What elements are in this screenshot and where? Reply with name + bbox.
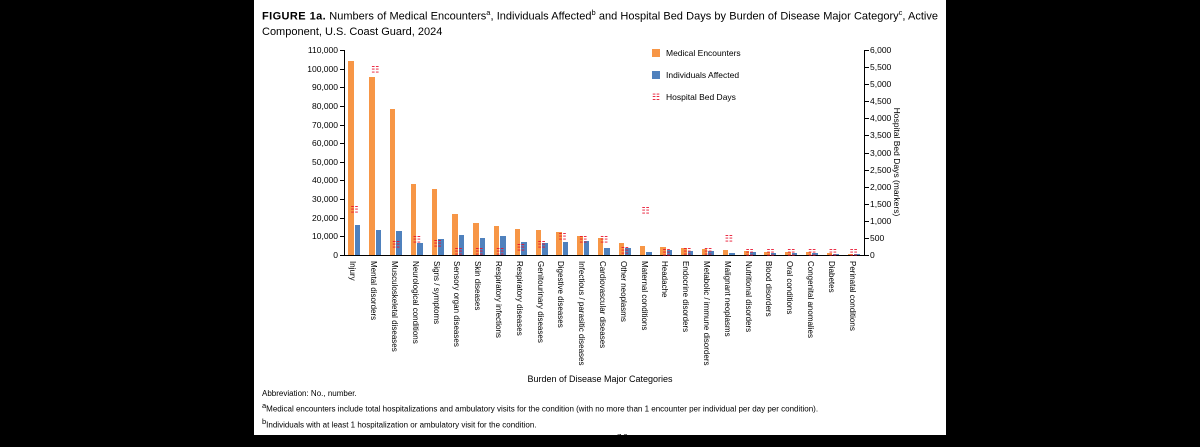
chart-category-group [594, 50, 615, 349]
y-tick-right [865, 238, 869, 239]
marker-hospital-bed-days: ☷ [828, 248, 837, 259]
figure-title-part4: , Active Component, U.S. Coast Guard, 2024 [262, 10, 938, 38]
x-tick-label: Headache [660, 261, 670, 298]
legend-item-individuals-affected [652, 70, 741, 80]
legend-item-medical-encounters [652, 48, 741, 58]
note-b: $^b$Individuals with at least 1 hospitalization or ambulatory visit for the condition. [262, 416, 537, 430]
x-tick-label: Signs / symptoms [431, 261, 441, 325]
x-tick-label: Malignant neoplasms [722, 261, 732, 337]
note-b-text: Individuals with at least 1 hospitalization or ambulatory visit for the condition. [266, 420, 537, 430]
bar-individuals-affected [563, 242, 569, 255]
marker-hospital-bed-days: ☷ [766, 248, 775, 259]
x-tick-label: Maternal conditions [639, 261, 649, 331]
x-tick-label: Other neoplasms [618, 261, 628, 322]
note-c: $^c$Burden of disease major categories modified from those defined in Global Burden of Disease Study$^{7,8}$ [262, 432, 628, 445]
x-tick-label: Genitourinary diseases [535, 261, 545, 343]
footnote-marker-a: a [486, 8, 491, 17]
y-tick-right [865, 84, 869, 85]
chart-category-group [386, 50, 407, 352]
marker-hospital-bed-days: ☷ [807, 248, 817, 259]
chart-category-group [490, 50, 511, 338]
x-tick-label: Blood disorders [764, 261, 774, 317]
y-tick-right [865, 118, 869, 119]
y-tick-label-right: 4,500 [870, 96, 892, 107]
bar-medical-encounters [390, 109, 396, 255]
y-tick-label-left: 110,000 [307, 45, 338, 55]
marker-hospital-bed-days: ☷ [475, 247, 484, 258]
y-tick-label-right: 500 [870, 232, 885, 243]
marker-hospital-bed-days: ☷ [537, 240, 546, 251]
chart-category-group [552, 50, 573, 328]
y-tick-label-left: 0 [333, 250, 338, 260]
y-tick-label-right: 0 [870, 250, 875, 260]
note-a-text: Medical encounters include total hospitalizations and ambulatory visits for the condition (with no more than 1 encounter per individual per day per condition). [266, 404, 819, 414]
x-tick-label: Congenital anomalies [805, 261, 815, 338]
y-tick-right [865, 50, 869, 51]
legend-item-hospital-bed-days [652, 92, 741, 102]
chart-category-group [781, 50, 802, 315]
chart-category-group [510, 50, 531, 336]
y-tick-right [865, 135, 869, 136]
y-tick-label-left: 30,000 [312, 194, 338, 205]
y-tick-label-right: 6,000 [870, 45, 892, 55]
x-tick-label: Respiratory infections [493, 261, 503, 338]
bar-medical-encounters [640, 246, 646, 255]
legend-swatch-individuals-affected [652, 71, 660, 79]
y-tick-right [865, 170, 869, 171]
y-tick-label-right: 1,000 [870, 215, 892, 226]
y-tick-label-left: 20,000 [312, 212, 338, 223]
x-tick-label: Sensory organ diseases [452, 261, 462, 347]
x-tick-label: Musculoskeletal diseases [389, 261, 399, 352]
footnote-marker-b: b [591, 8, 596, 17]
chart-legend [652, 48, 741, 114]
y-axis-right-title: Hospital Bed Days (markers) [892, 107, 902, 217]
chart-category-group [406, 50, 427, 344]
bar-individuals-affected [376, 230, 382, 255]
figure-notes [262, 388, 938, 447]
marker-hospital-bed-days: ☷ [516, 243, 525, 254]
x-tick-label: Mental disorders [369, 261, 379, 321]
x-tick-label: Perinatal conditions [847, 261, 857, 331]
legend-label-medical-encounters: Medical Encounters [666, 48, 741, 58]
x-tick-label: Cardiovascular diseases [597, 261, 607, 349]
y-tick-label-right: 2,000 [870, 181, 892, 192]
marker-hospital-bed-days: ☷ [433, 239, 442, 250]
y-tick-label-right: 5,000 [870, 79, 892, 90]
x-tick-label: Digestive diseases [556, 261, 566, 328]
y-tick-right [865, 153, 869, 154]
note-c-sup: 7,8 [617, 432, 628, 442]
marker-hospital-bed-days: ☷ [787, 248, 796, 259]
y-axis-left-title: Medical Encounters, Individuals Affected (columns) [182, 56, 192, 250]
y-tick-label-left: 50,000 [312, 156, 338, 167]
x-tick-label: Skin diseases [473, 261, 483, 311]
x-tick-label: Neurological conditions [410, 261, 420, 344]
chart-category-group [531, 50, 552, 343]
y-tick-label-left: 40,000 [312, 175, 338, 186]
chart-category-group [365, 50, 386, 321]
marker-hospital-bed-days: ☷ [371, 65, 380, 75]
bar-individuals-affected [646, 252, 652, 255]
marker-hospital-bed-days: ☷ [662, 248, 671, 259]
x-tick-label: Diabetes [826, 261, 836, 293]
x-tick-label: Respiratory diseases [514, 261, 524, 336]
x-tick-label: Injury [348, 261, 358, 281]
bar-individuals-affected [355, 225, 361, 255]
figure-sheet [182, 0, 946, 445]
marker-hospital-bed-days: ☷ [454, 247, 463, 258]
bar-medical-encounters [369, 77, 375, 255]
figure-title [262, 5, 938, 40]
x-tick-label: Nutritional disorders [743, 261, 753, 333]
y-tick-right [865, 255, 869, 256]
bar-medical-encounters [723, 250, 729, 255]
y-tick-label-left: 80,000 [312, 100, 338, 111]
marker-hospital-bed-days: ☷ [558, 232, 567, 243]
figure-title-part1: Numbers of Medical Encounters [329, 10, 487, 23]
y-tick-right [865, 67, 869, 68]
legend-label-individuals-affected: Individuals Affected [666, 70, 740, 80]
figure-title-part3: and Hospital Bed Days by Burden of Disease Major Category [595, 10, 899, 23]
marker-hospital-bed-days: ☷ [495, 247, 505, 258]
bar-medical-encounters [348, 61, 354, 255]
y-tick-right [865, 101, 869, 102]
x-tick-label: Endocrine disorders [681, 261, 691, 333]
y-tick-right [865, 187, 869, 188]
y-tick-label-left: 10,000 [312, 231, 338, 242]
y-tick-label-right: 1,500 [870, 198, 892, 209]
marker-hospital-bed-days: ☷ [641, 206, 650, 217]
y-tick-label-left: 90,000 [312, 82, 338, 93]
legend-marker-hospital-bed-days: ☷ [652, 92, 661, 102]
x-tick-label: Oral conditions [785, 261, 795, 315]
bar-individuals-affected [604, 248, 610, 255]
marker-hospital-bed-days: ☷ [703, 247, 713, 258]
chart-plot-area [307, 45, 892, 366]
y-tick-right [865, 221, 869, 222]
y-tick-label-right: 3,500 [870, 130, 892, 141]
y-tick-label-left: 100,000 [307, 63, 338, 74]
x-tick-label: Metabolic / immune disorders [701, 261, 711, 366]
marker-hospital-bed-days: ☷ [412, 235, 421, 246]
chart-category-group [760, 50, 781, 317]
y-tick-label-right: 5,500 [870, 62, 892, 73]
chart-category-group [802, 50, 823, 338]
marker-hospital-bed-days: ☷ [350, 205, 359, 216]
y-tick-left [340, 255, 344, 256]
chart-category-group [573, 50, 594, 366]
y-tick-label-left: 60,000 [312, 138, 338, 149]
legend-label-hospital-bed-days: Hospital Bed Days [666, 92, 736, 102]
marker-hospital-bed-days: ☷ [579, 235, 588, 246]
marker-hospital-bed-days: ☷ [745, 248, 754, 259]
chart-category-group [344, 50, 365, 281]
y-tick-label-right: 2,500 [870, 164, 892, 175]
marker-hospital-bed-days: ☷ [599, 235, 609, 246]
figure-title-part2: , Individuals Affected [490, 10, 592, 23]
chart-category-group [427, 50, 448, 325]
y-tick-label-right: 4,000 [870, 113, 892, 124]
chart-category-group [448, 50, 469, 347]
marker-hospital-bed-days: ☷ [849, 248, 858, 259]
bar-individuals-affected [729, 253, 735, 255]
note-abbreviation: Abbreviation: No., number. [262, 389, 357, 398]
chart-category-group [822, 50, 843, 293]
chart-category-group [739, 50, 760, 333]
marker-hospital-bed-days: ☷ [683, 247, 692, 258]
note-c-text: Burden of disease major categories modified from those defined in Global Burden of Disease Study [265, 435, 618, 445]
y-tick-label-right: 3,000 [870, 147, 892, 158]
chart-category-group [614, 50, 635, 322]
chart-category-group [469, 50, 490, 311]
marker-hospital-bed-days: ☷ [391, 240, 401, 251]
y-tick-label-left: 70,000 [312, 119, 338, 130]
legend-swatch-medical-encounters [652, 49, 660, 57]
note-a: $^a$Medical encounters include total hospitalizations and ambulatory visits for the condition (with no more than 1 encounter per individual per day per condition). [262, 401, 819, 414]
y-tick-right [865, 204, 869, 205]
figure-label: FIGURE 1a. [262, 10, 327, 23]
marker-hospital-bed-days: ☷ [620, 246, 629, 257]
marker-hospital-bed-days: ☷ [724, 234, 733, 245]
chart-category-group [843, 50, 864, 331]
x-axis-title: Burden of Disease Major Categories [527, 374, 673, 384]
x-tick-label: Infectious / parasitic diseases [577, 261, 587, 366]
footnote-marker-c: c [898, 8, 903, 17]
